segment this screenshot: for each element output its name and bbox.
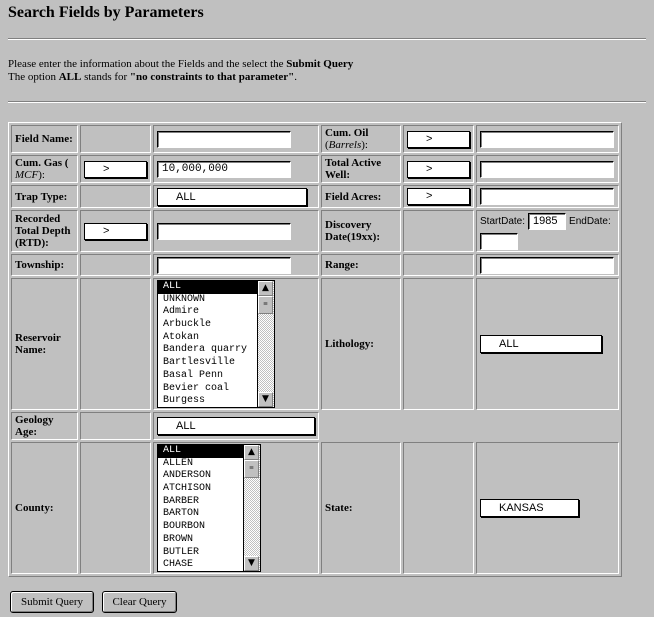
cum-oil-unit: Barrels	[328, 139, 362, 151]
total-active-well-label: Total Active Well:	[321, 155, 401, 183]
rtd-operator-cell	[80, 210, 151, 252]
range-label: Range:	[321, 254, 401, 276]
list-option[interactable]: BARTON	[163, 508, 200, 520]
field-acres-operator-select[interactable]: >	[407, 188, 470, 205]
list-option[interactable]: Arbuckle	[163, 319, 212, 331]
list-option[interactable]: UNKNOWN	[163, 293, 206, 305]
cum-gas-operator-select[interactable]: >	[84, 161, 147, 178]
cum-gas-input[interactable]: 10,000,000	[157, 161, 291, 178]
list-option[interactable]: CHASE	[163, 559, 194, 571]
list-option[interactable]: Basal Penn	[163, 369, 224, 381]
reservoir-name-cell	[153, 278, 319, 410]
range-input[interactable]	[480, 257, 614, 274]
list-option[interactable]: ANDERSON	[163, 470, 212, 482]
scroll-thumb[interactable]: ≡	[258, 296, 273, 314]
search-form-table	[8, 122, 622, 577]
discovery-date-label: Discovery Date(19xx):	[321, 210, 401, 252]
field-acres-input[interactable]	[480, 188, 614, 205]
cum-gas-unit: MCF	[15, 169, 39, 181]
lithology-label: Lithology:	[321, 278, 401, 410]
end-date-input[interactable]	[480, 233, 518, 250]
top-divider	[8, 38, 646, 40]
scroll-down-icon[interactable]: ▼	[244, 556, 259, 571]
list-option[interactable]: BARBER	[163, 495, 200, 507]
state-cell	[476, 442, 619, 574]
empty-cell	[403, 442, 474, 574]
scroll-up-icon[interactable]: ▲	[258, 281, 273, 296]
field-name-label: Field Name:	[11, 125, 78, 153]
field-acres-label: Field Acres:	[321, 185, 401, 208]
list-option[interactable]: ALLEN	[163, 457, 194, 469]
state-label: State:	[321, 442, 401, 574]
trap-type-cell	[153, 185, 319, 208]
township-label: Township:	[11, 254, 78, 276]
rtd-operator-select[interactable]: >	[84, 223, 147, 240]
geology-age-label: Geology Age:	[11, 412, 78, 440]
empty-cell	[80, 278, 151, 410]
list-option[interactable]: Bevier coal	[163, 382, 230, 394]
intro-line2-end: .	[294, 71, 298, 83]
scroll-up-icon[interactable]: ▲	[244, 445, 259, 460]
county-label: County:	[11, 442, 78, 574]
cum-oil-label: Cum. Oil (Barrels):	[321, 125, 401, 153]
cum-oil-label-text: Cum. Oil	[325, 127, 369, 139]
county-scrollbar[interactable]	[243, 445, 260, 571]
total-active-well-operator-cell	[403, 155, 474, 183]
empty-cell	[80, 125, 151, 153]
intro-line2: The option	[8, 71, 59, 83]
rtd-label: Recorded Total Depth (RTD):	[11, 210, 78, 252]
reservoir-name-listbox[interactable]	[157, 280, 275, 408]
empty-cell	[403, 254, 474, 276]
cum-oil-operator-select[interactable]: >	[407, 131, 470, 148]
total-active-well-input[interactable]	[480, 161, 614, 178]
empty-cell	[80, 254, 151, 276]
field-acres-operator-cell	[403, 185, 474, 208]
rtd-value-cell	[153, 210, 319, 252]
county-options	[158, 445, 244, 571]
reservoir-name-options	[158, 281, 258, 407]
rtd-input[interactable]	[157, 223, 291, 240]
list-option[interactable]: BROWN	[163, 533, 194, 545]
list-option[interactable]: Admire	[163, 306, 200, 318]
lithology-cell	[476, 278, 619, 410]
page-title: Search Fields by Parameters	[8, 4, 204, 21]
empty-cell	[80, 442, 151, 574]
list-option[interactable]: Bandera quarry	[163, 344, 248, 356]
intro-constraint-ref: "no constraints to that parameter"	[129, 71, 295, 83]
discovery-date-cell	[476, 210, 619, 252]
geology-age-select[interactable]: ALL	[157, 417, 315, 435]
county-listbox[interactable]	[157, 444, 261, 572]
cum-gas-operator-cell	[80, 155, 151, 183]
field-name-input[interactable]	[157, 131, 291, 148]
list-option[interactable]: ALL	[158, 445, 244, 458]
field-acres-value-cell	[476, 185, 619, 208]
intro-line2-mid: stands for	[81, 71, 130, 83]
county-cell	[153, 442, 319, 574]
township-cell	[153, 254, 319, 276]
cum-oil-operator-cell	[403, 125, 474, 153]
total-active-well-value-cell	[476, 155, 619, 183]
empty-cell	[321, 412, 619, 440]
cum-gas-label	[11, 155, 78, 183]
reservoir-name-label: Reservoir Name:	[11, 278, 78, 410]
scroll-thumb[interactable]: ≡	[244, 460, 259, 478]
intro-submit-ref: Submit Query	[286, 58, 354, 70]
intro-text	[8, 58, 353, 84]
cum-oil-value-cell	[476, 125, 619, 153]
list-option[interactable]: BOURBON	[163, 521, 206, 533]
scroll-down-icon[interactable]: ▼	[258, 392, 273, 407]
intro-all-ref: ALL	[58, 71, 82, 83]
empty-cell	[403, 210, 474, 252]
cum-gas-label-text: Cum. Gas (	[15, 157, 69, 169]
list-option[interactable]: Bartlesville	[163, 357, 236, 369]
range-cell	[476, 254, 619, 276]
intro-line1: Please enter the information about the Fields and the select the	[8, 58, 287, 70]
empty-cell	[80, 412, 151, 440]
lithology-select[interactable]: ALL	[480, 335, 602, 353]
township-input[interactable]	[157, 257, 291, 274]
empty-cell	[403, 278, 474, 410]
empty-cell	[80, 185, 151, 208]
trap-type-select[interactable]: ALL	[157, 188, 307, 206]
list-option[interactable]: ATCHISON	[163, 483, 212, 495]
list-option[interactable]: Atokan	[163, 331, 200, 343]
middle-divider	[8, 101, 646, 103]
total-active-well-operator-select[interactable]: >	[407, 161, 470, 178]
list-option[interactable]: BUTLER	[163, 546, 200, 558]
clear-query-button[interactable]: Clear Query	[102, 591, 177, 613]
geology-age-cell	[153, 412, 319, 440]
cum-gas-unit-close: ):	[38, 169, 45, 181]
list-option[interactable]: ALL	[158, 281, 258, 294]
trap-type-label: Trap Type:	[11, 185, 78, 208]
reservoir-scrollbar[interactable]	[257, 281, 274, 407]
submit-query-button[interactable]: Submit Query	[10, 591, 94, 613]
field-name-cell	[153, 125, 319, 153]
cum-gas-value-cell	[153, 155, 319, 183]
start-date-input[interactable]: 1985	[528, 213, 566, 230]
cum-oil-unit-close: ):	[361, 139, 368, 151]
end-date-label: EndDate:	[569, 216, 611, 227]
state-select[interactable]: KANSAS	[480, 499, 579, 517]
cum-oil-input[interactable]	[480, 131, 614, 148]
list-option[interactable]: Burgess	[163, 395, 206, 407]
start-date-label: StartDate:	[480, 216, 526, 227]
